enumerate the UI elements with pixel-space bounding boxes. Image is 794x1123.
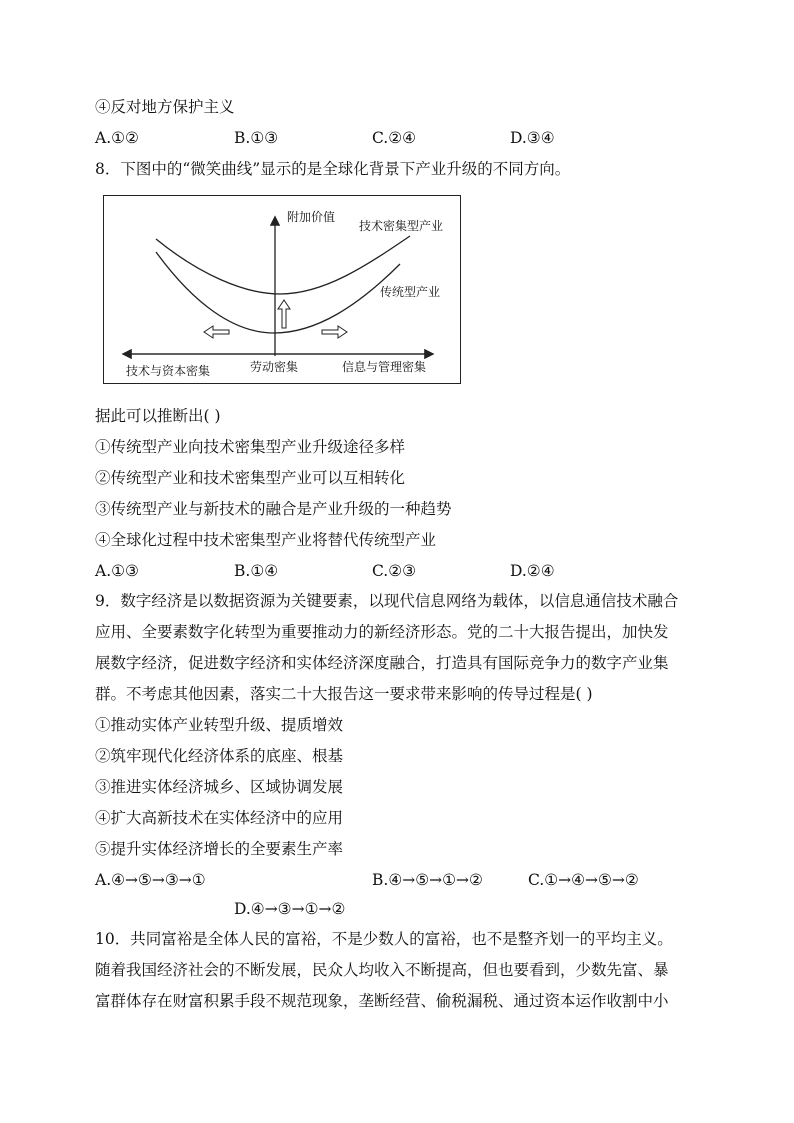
q9-option-b: B.④→⑤→①→②: [372, 871, 483, 889]
q10-line-3: 富群体存在财富积累手段不规范现象，垄断经营、偷税漏税、通过资本运作收割中小: [95, 992, 669, 1010]
q7-option-b: B.①③: [234, 129, 279, 147]
y-axis-label: 附加价值: [287, 210, 336, 224]
q9-item-1: ①推动实体产业转型升级、提质增效: [95, 716, 344, 734]
q9-option-c: C.①→④→⑤→②: [528, 871, 639, 889]
q8-item-3: ③传统型产业与新技术的融合是产业升级的一种趋势: [95, 500, 452, 518]
q8-option-a: A.①③: [95, 562, 139, 580]
tech-curve-label: 技术密集型产业: [359, 219, 444, 233]
q8-item-2: ②传统型产业和技术密集型产业可以互相转化: [95, 469, 406, 487]
left-arrow-icon: [204, 326, 229, 338]
smile-curve-figure: [103, 195, 461, 384]
q9-stem-line-4: 群。不考虑其他因素，落实二十大报告这一要求带来影响的传导过程是( ): [95, 685, 593, 703]
traditional-curve-label: 传统型产业: [380, 285, 441, 299]
q9-option-d: D.④→③→①→②: [234, 900, 346, 918]
q8-stem: 8．下图中的“微笑曲线”显示的是全球化背景下产业升级的不同方向。: [95, 160, 571, 178]
traditional-curve: [156, 252, 400, 333]
q9-item-4: ④扩大高新技术在实体经济中的应用: [95, 809, 344, 827]
q9-option-a: A.④→⑤→③→①: [95, 871, 206, 889]
q7-option-a: A.①②: [95, 129, 139, 147]
tech-intensive-curve: [156, 236, 410, 294]
q8-prompt: 据此可以推断出( ): [95, 407, 221, 425]
q9-item-5: ⑤提升实体经济增长的全要素生产率: [95, 840, 344, 858]
q9-item-3: ③推进实体经济城乡、区域协调发展: [95, 778, 344, 796]
x-left-label: 技术与资本密集: [126, 364, 211, 378]
q7-option-c: C.②④: [372, 129, 417, 147]
q10-line-2: 随着我国经济社会的不断发展，民众人均收入不断提高，但也要看到，少数先富、暴: [95, 961, 669, 979]
x-mid-label: 劳动密集: [250, 360, 299, 374]
q7-option-d: D.③④: [510, 129, 555, 147]
up-arrow-icon: [278, 300, 290, 328]
q8-option-b: B.①④: [234, 562, 279, 580]
q10-line-1: 10．共同富裕是全体人民的富裕，不是少数人的富裕，也不是整齐划一的平均主义。: [95, 930, 673, 948]
q9-stem-line-1: 9．数字经济是以数据资源为关键要素，以现代信息网络为载体，以信息通信技术融合: [95, 592, 679, 610]
q8-item-1: ①传统型产业向技术密集型产业升级途径多样: [95, 438, 406, 456]
x-right-label: 信息与管理密集: [342, 360, 427, 374]
q8-option-d: D.②④: [510, 562, 555, 580]
q8-item-4: ④全球化过程中技术密集型产业将替代传统型产业: [95, 531, 437, 549]
q9-stem-line-3: 展数字经济，促进数字经济和实体经济深度融合，打造具有国际竞争力的数字产业集: [95, 654, 669, 672]
q7-item-4: ④反对地方保护主义: [95, 98, 235, 116]
q9-item-2: ②筑牢现代化经济体系的底座、根基: [95, 747, 344, 765]
right-arrow-icon: [322, 326, 347, 338]
q8-option-c: C.②③: [372, 562, 417, 580]
q9-stem-line-2: 应用、全要素数字化转型为重要推动力的新经济形态。党的二十大报告提出，加快发: [95, 623, 669, 641]
